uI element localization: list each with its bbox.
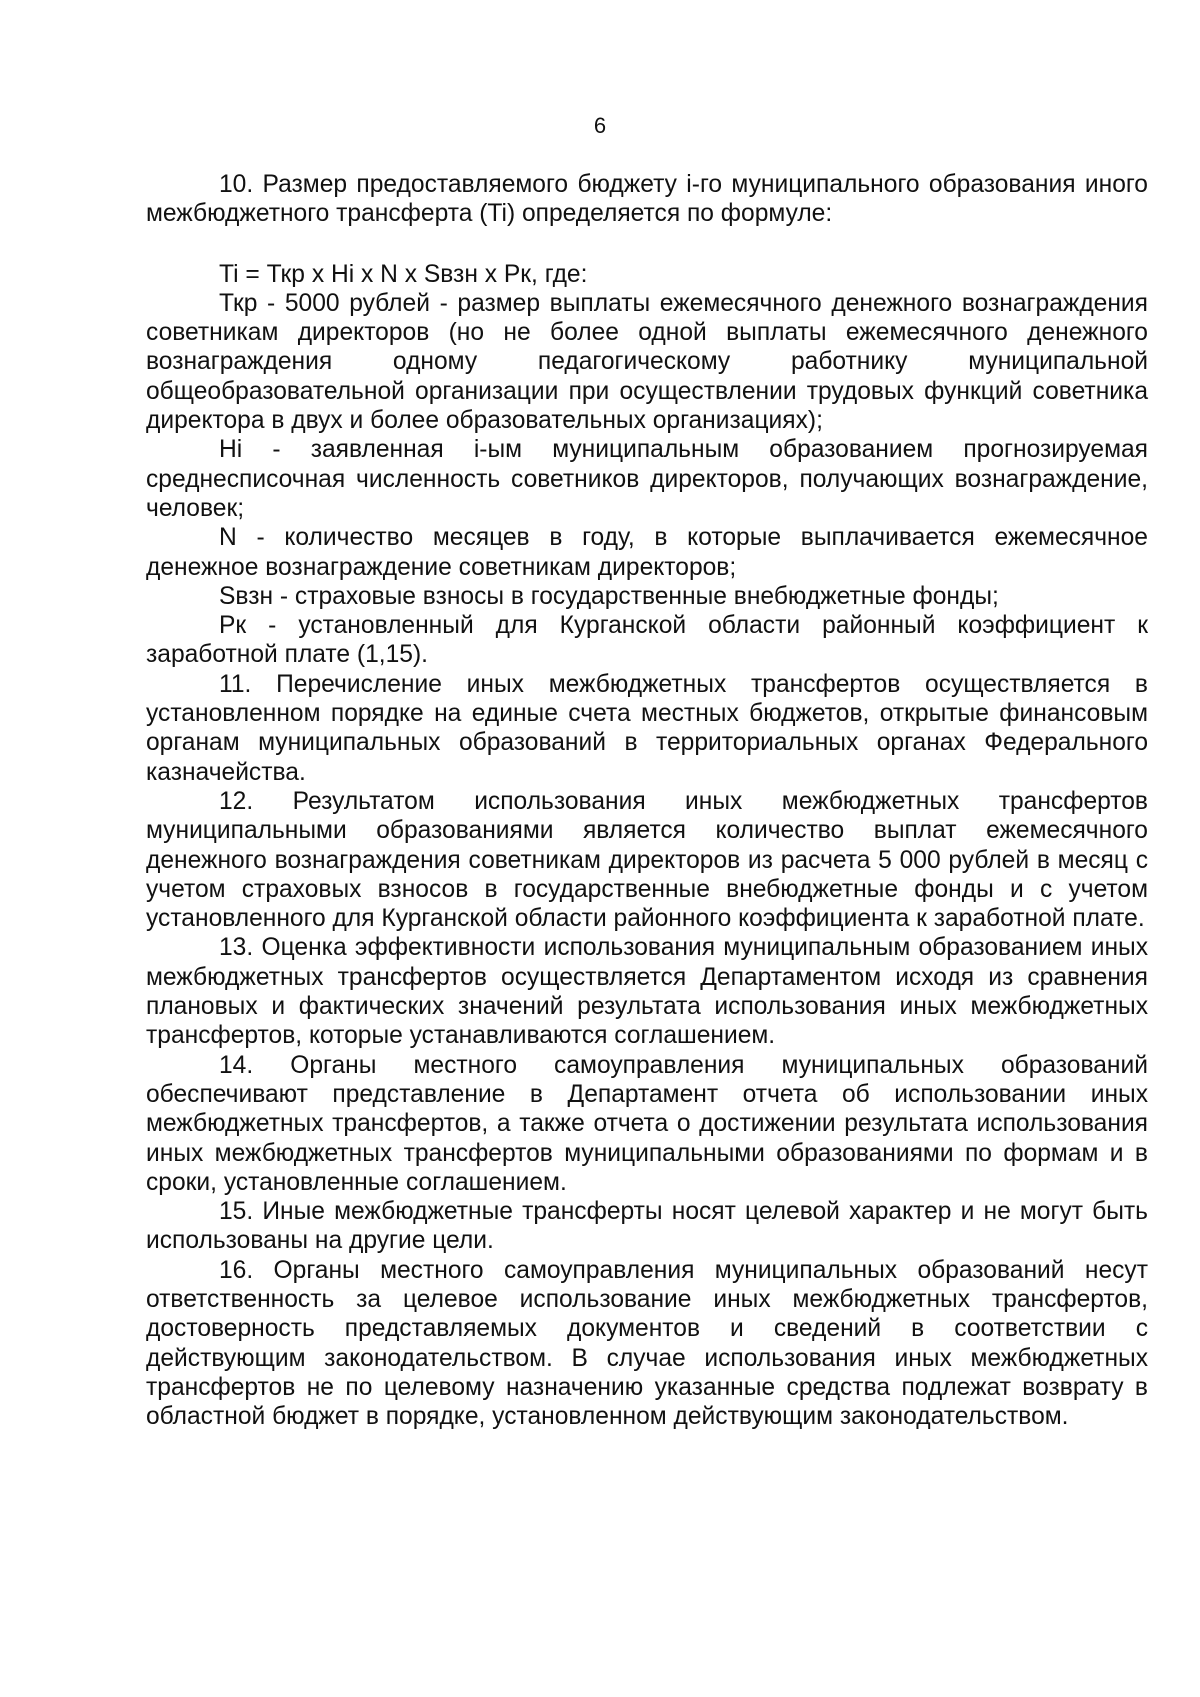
- definition-svzn: Sвзн - страховые взносы в государственные внебюджетные фонды;: [219, 582, 999, 610]
- document-body: [146, 170, 1148, 1431]
- paragraph-12: 12. Результатом использования иных межбюджетных трансфертов муниципальными образованиями является количество выплат ежемесячного денежного вознаграждения советникам директоров из расчета 5 000 рублей в месяц с учетом страховых взносов в государственные внебюджетные фонды и с учетом установленного для Курганской области районного коэффициента к заработной плате.: [146, 787, 1148, 933]
- page-number: 6: [593, 113, 607, 138]
- definition-n: N - количество месяцев в году, в которые выплачивается ежемесячное денежное вознаграждение советникам директоров;: [146, 524, 1148, 581]
- paragraph-16: 16. Органы местного самоуправления муниципальных образований несут ответственность за целевое использование иных межбюджетных трансфертов, достоверность представляемых документов и сведений в соответствии с действующим законодательством. В случае использования иных межбюджетных трансфертов не по целевому назначению указанные средства подлежат возврату в областной бюджет в порядке, установленном действующим законодательством.: [146, 1256, 1148, 1431]
- definition-rk: Рк - установленный для Курганской области районный коэффициент к заработной плате (1,15).: [146, 612, 1148, 669]
- definition-hi: Hi - заявленная i-ым муниципальным образованием прогнозируемая среднесписочная численность советников директоров, получающих вознаграждение, человек;: [146, 436, 1148, 522]
- paragraph-10-intro: 10. Размер предоставляемого бюджету i-го муниципального образования иного межбюджетного трансферта (Ti) определяется по формуле:: [146, 171, 1148, 228]
- paragraph-14: 14. Органы местного самоуправления муниципальных образований обеспечивают представление в Департамент отчета об использовании иных межбюджетных трансфертов, а также отчета о достижении результата использования иных межбюджетных трансфертов муниципальными образованиями по формам и в сроки, установленные соглашением.: [146, 1051, 1148, 1196]
- paragraph-11: 11. Перечисление иных межбюджетных трансфертов осуществляется в установленном порядке на единые счета местных бюджетов, открытые финансовым органам муниципальных образований в территориальных органах Федерального казначейства.: [146, 670, 1148, 786]
- formula-ti: Ti = Ткр х Hi х N х Sвзн х Рк, где:: [219, 260, 588, 288]
- definition-tkr: Ткр - 5000 рублей - размер выплаты ежемесячного денежного вознаграждения советникам директоров (но не более одной выплаты ежемесячного денежного вознаграждения одному педагогическому работнику муниципальной общеобразовательной организации при осуществлении трудовых функций советника директора в двух и более образовательных организациях);: [146, 289, 1148, 435]
- paragraph-13: 13. Оценка эффективности использования муниципальным образованием иных межбюджетных трансфертов осуществляется Департаментом исходя из сравнения плановых и фактических значений результата использования иных межбюджетных трансфертов, которые устанавливаются соглашением.: [146, 934, 1148, 1050]
- paragraph-15: 15. Иные межбюджетные трансферты носят целевой характер и не могут быть использованы на другие цели.: [146, 1198, 1148, 1255]
